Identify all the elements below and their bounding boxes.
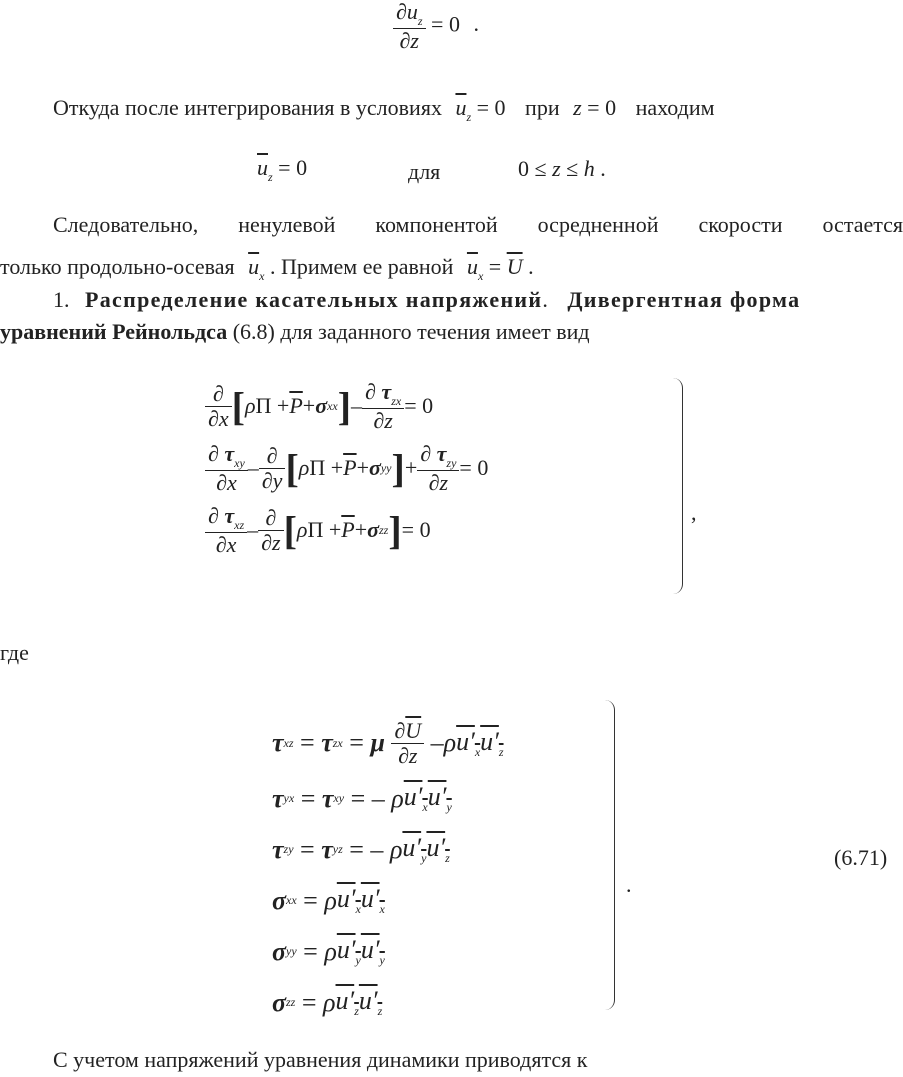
fraction-duz-dz: $\frac{\partial\overline{u}_z}{\partial z}$ bbox=[393, 0, 426, 53]
equation-continuity: $\frac{\partial\overline{u}_z}{\partial z}$ = 0 . bbox=[393, 0, 479, 53]
equation-system-reynolds bbox=[205, 378, 488, 558]
item-number: 1. bbox=[53, 287, 70, 312]
stress-tau-yx: τ yx = τ xy = – ρ $u'_xu'_y$ bbox=[272, 782, 452, 814]
text-item-1-line2 bbox=[0, 319, 590, 345]
equation-range: 0 ≤ z ≤ h . bbox=[518, 156, 606, 181]
reynolds-equation-x: $\frac{\partial}{\partial x}$ [ ρ Π + $\overline{P}$ + σ xx ] – $\frac{\partial \tau_{zx}}{\partial z}$ = 0 bbox=[205, 378, 488, 434]
stress-tau-zy: τ zy = τ yz = – ρ $u'_yu'_z$ bbox=[272, 833, 450, 865]
text-segment: . Примем ее равной bbox=[269, 254, 454, 279]
symbol-ux: $\overline{u}_x$ bbox=[248, 254, 265, 283]
equation-system-stresses bbox=[272, 713, 504, 1028]
text-segment: при bbox=[525, 95, 560, 120]
text-segment: для заданного течения имеет вид bbox=[280, 319, 590, 344]
right-brace bbox=[604, 700, 615, 858]
text-gde: где bbox=[0, 640, 29, 665]
stress-tau-xz: τ xz = τ zx = μ $\frac{\partial\overline{U}}{\partial z}$ – ρ $u'_xu'_z$ bbox=[272, 717, 504, 768]
item-title-bold: Распределение касательных напряжений bbox=[85, 287, 543, 312]
reynolds-equation-y: $\frac{\partial \tau_{xy}}{\partial x}$ – $\frac{\partial}{\partial y}$ [ ρ Π + $\overline{P}$ + σ yy ] + $\frac{\partial \tau_{zy}}{\partial z}$ = 0 bbox=[205, 440, 488, 496]
right-brace bbox=[672, 378, 683, 486]
text-item-1-line1: 1. Распределение касательных напряжений. Дивергентная форма bbox=[53, 287, 801, 312]
text-paragraph-2-line1 bbox=[0, 212, 903, 238]
comma: , bbox=[691, 500, 697, 525]
text-segment: только продольно-осевая bbox=[0, 254, 235, 279]
equation-reference: (6.8) bbox=[232, 319, 275, 344]
equation-number: (6.71) bbox=[834, 845, 888, 870]
reynolds-equation-z: $\frac{\partial \tau_{xz}}{\partial x}$ – $\frac{\partial}{\partial z}$ [ ρ Π + $\overline{P}$ + σ zz ] = 0 bbox=[205, 502, 488, 558]
condition-uz-zero: $\overline{u}_z = 0$ bbox=[455, 95, 506, 124]
text-paragraph-2-line2 bbox=[0, 254, 534, 284]
stress-sigma-zz: σ zz = ρ $u'_zu'_z$ bbox=[272, 986, 383, 1018]
stress-sigma-xx: σ xx = ρ $u'_xu'_x$ bbox=[272, 884, 385, 916]
period: . bbox=[626, 872, 632, 897]
text-segment: Откуда после интегрирования в условиях bbox=[53, 95, 442, 120]
item-title-bold: Дивергентная форма bbox=[567, 287, 801, 312]
text-line-integration bbox=[53, 95, 715, 125]
text-segment: Следовательно, ненулевой компонентой осредненной скорости остается bbox=[53, 212, 903, 237]
text-dlya: для bbox=[408, 159, 441, 184]
condition-z-zero: z = 0 bbox=[573, 95, 617, 120]
stress-sigma-yy: σ yy = ρ $u'_yu'_y$ bbox=[272, 935, 385, 967]
equation-ux-U: $\overline{u}_x = \overline{U}$ . bbox=[466, 254, 534, 283]
item-title-bold: уравнений Рейнольдса bbox=[0, 319, 228, 344]
right-brace bbox=[672, 486, 683, 594]
equation-uz-result: $\overline{u}_z = 0$ bbox=[257, 155, 308, 184]
text-segment: находим bbox=[635, 95, 715, 120]
right-brace bbox=[604, 858, 615, 1010]
text-last-line: С учетом напряжений уравнения динамики приводятся к bbox=[53, 1047, 588, 1072]
